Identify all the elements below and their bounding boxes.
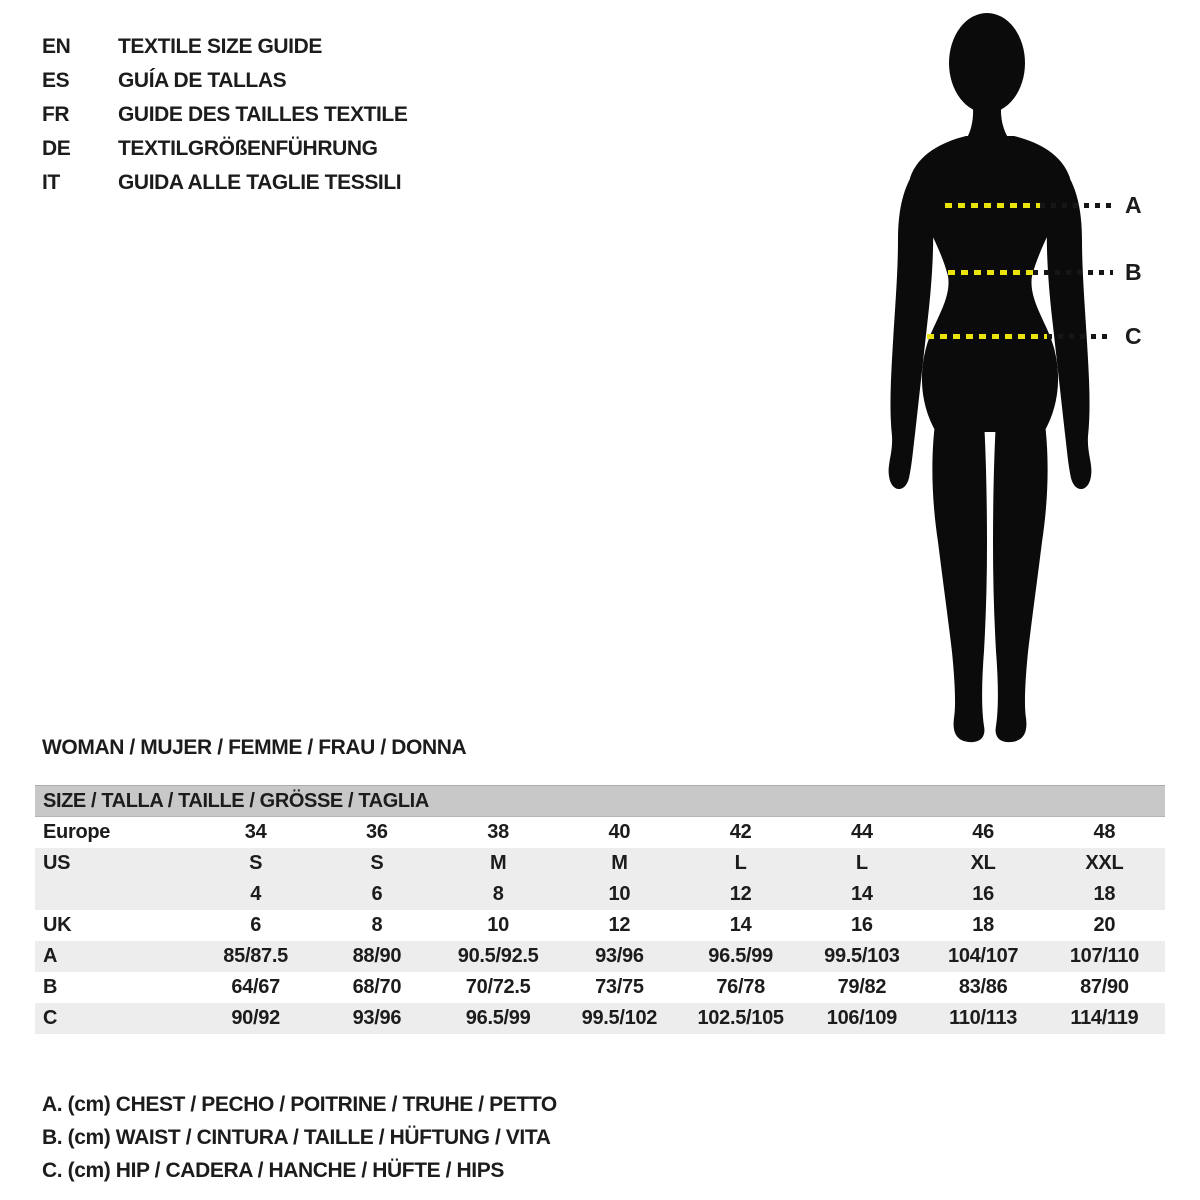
measure-line-hip (927, 324, 1142, 348)
waist-dotted-leader (1033, 270, 1113, 275)
size-table-row (35, 848, 1165, 879)
size-table-row (35, 910, 1165, 941)
size-cell: 42 (729, 821, 752, 843)
size-cell: 93/96 (595, 945, 644, 967)
size-cell: 8 (371, 914, 383, 936)
woman-silhouette-svg (886, 6, 1108, 746)
language-title: TEXTILE SIZE GUIDE (118, 35, 322, 58)
legend-line: C. (cm) HIP / CADERA / HANCHE / HÜFTE / HIPS (42, 1159, 504, 1182)
size-cell: 16 (851, 914, 873, 936)
size-cell: 99.5/103 (824, 945, 900, 967)
size-cell: 16 (972, 883, 994, 905)
legend-line: B. (cm) WAIST / CINTURA / TAILLE / HÜFTUNG / VITA (42, 1126, 551, 1149)
row-label: US (43, 852, 71, 874)
size-cell: 73/75 (595, 976, 644, 998)
chest-dash-line (945, 203, 1040, 208)
hip-dash-line (927, 334, 1047, 339)
row-label: B (43, 976, 58, 998)
size-table-header: SIZE / TALLA / TAILLE / GRÖSSE / TAGLIA (35, 785, 1165, 817)
measure-line-waist (948, 260, 1142, 284)
size-table-row (35, 972, 1165, 1003)
size-cell: 102.5/105 (697, 1007, 784, 1029)
measure-legend (42, 1088, 557, 1187)
size-cell: 12 (729, 883, 752, 905)
size-cell: 10 (608, 883, 631, 905)
size-cell: 114/119 (1070, 1007, 1139, 1029)
size-cell: 70/72.5 (465, 976, 531, 998)
language-list (42, 30, 407, 200)
section-title: WOMAN / MUJER / FEMME / FRAU / DONNA (42, 736, 467, 759)
woman-silhouette (886, 6, 1108, 746)
size-cell: 76/78 (716, 976, 765, 998)
size-cell: 8 (492, 883, 504, 905)
language-title: GUÍA DE TALLAS (118, 69, 287, 92)
measure-line-chest (945, 193, 1142, 217)
size-cell: 18 (1093, 883, 1116, 905)
size-cell: 14 (851, 883, 873, 905)
language-row (42, 132, 407, 166)
size-cell: 6 (371, 883, 383, 905)
size-cell: M (611, 852, 628, 874)
size-cell: 96.5/99 (708, 945, 773, 967)
measure-label-b: B (1125, 258, 1142, 285)
measure-label-a: A (1125, 191, 1142, 218)
size-cell: S (249, 852, 263, 874)
row-label: C (43, 1007, 58, 1029)
size-cell: L (855, 852, 868, 874)
size-cell: 40 (608, 821, 631, 843)
size-cell: 90/92 (231, 1007, 280, 1029)
size-table-row (35, 817, 1165, 848)
row-label: A (43, 945, 58, 967)
language-title: TEXTILGRÖßENFÜHRUNG (118, 137, 378, 160)
size-cell: 64/67 (231, 976, 280, 998)
chest-dotted-leader (1040, 203, 1113, 208)
language-code: DE (42, 137, 71, 160)
size-cell: 20 (1093, 914, 1116, 936)
row-label: Europe (43, 821, 111, 843)
size-cell: 107/110 (1069, 945, 1139, 967)
waist-dash-line (948, 270, 1033, 275)
size-cell: 46 (972, 821, 994, 843)
language-title: GUIDA ALLE TAGLIE TESSILI (118, 171, 402, 194)
size-cell: 87/90 (1080, 976, 1129, 998)
language-code: IT (42, 171, 60, 194)
size-cell: XXL (1085, 852, 1124, 874)
size-cell: 44 (851, 821, 873, 843)
language-row (42, 30, 407, 64)
size-cell: 12 (608, 914, 631, 936)
measure-label-c: C (1125, 322, 1142, 349)
size-cell: 96.5/99 (465, 1007, 531, 1029)
size-cell: 88/90 (352, 945, 402, 967)
size-cell: 36 (366, 821, 388, 843)
legend-line: A. (cm) CHEST / PECHO / POITRINE / TRUHE / PETTO (42, 1093, 557, 1116)
language-row (42, 64, 407, 98)
size-cell: 110/113 (949, 1007, 1018, 1029)
size-cell: 99.5/102 (581, 1007, 658, 1029)
language-code: ES (42, 69, 70, 92)
size-table (35, 785, 1165, 1034)
size-cell: 38 (487, 821, 509, 843)
size-cell: 6 (250, 914, 262, 936)
size-cell: 85/87.5 (223, 945, 288, 967)
size-cell: 18 (972, 914, 994, 936)
size-cell: 90.5/92.5 (457, 945, 539, 967)
size-table-row (35, 1003, 1165, 1034)
language-code: EN (42, 35, 71, 58)
size-cell: 10 (487, 914, 509, 936)
size-cell: 4 (250, 883, 262, 905)
row-label: UK (43, 914, 72, 936)
size-cell: 48 (1093, 821, 1116, 843)
size-table-body (35, 817, 1165, 1034)
size-cell: 68/70 (352, 976, 402, 998)
size-cell: M (489, 852, 507, 874)
size-cell: 106/109 (826, 1007, 897, 1029)
size-cell: 93/96 (352, 1007, 402, 1029)
size-cell: 34 (244, 821, 267, 843)
size-cell: 104/107 (948, 945, 1019, 967)
language-title: GUIDE DES TAILLES TEXTILE (118, 103, 408, 126)
size-table-row (35, 941, 1165, 972)
language-code: FR (42, 103, 70, 126)
size-cell: L (734, 852, 747, 874)
size-cell: S (370, 852, 384, 874)
size-cell: 14 (729, 914, 752, 936)
language-row (42, 98, 407, 132)
size-cell: 83/86 (958, 976, 1008, 998)
size-table-row (35, 879, 1165, 910)
language-row (42, 166, 407, 200)
size-cell: 79/82 (837, 976, 887, 998)
hip-dotted-leader (1047, 334, 1113, 339)
size-cell: XL (970, 852, 996, 874)
